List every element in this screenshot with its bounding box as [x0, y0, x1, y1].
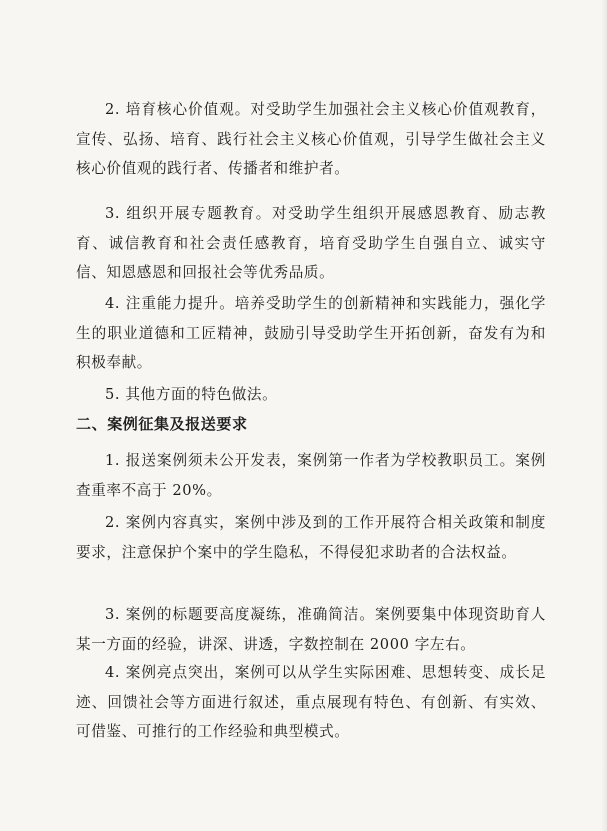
section-heading: 二、案例征集及报送要求 — [76, 415, 248, 433]
requirement-unpublished: 1. 报送案例须未公开发表，案例第一作者为学校教职员工。案例查重率不高于 20%。 — [76, 452, 546, 499]
requirement-authentic-content: 2. 案例内容真实，案例中涉及到的工作开展符合相关政策和制度要求，注意保护个案中的学生隐私，不得侵犯求助者的合法权益。 — [76, 514, 546, 561]
paragraph-core-values: 2. 培育核心价值观。对受助学生加强社会主义核心价值观教育，宣传、弘扬、培育、践行社会主义核心价值观，引导学生做社会主义核心价值观的践行者、传播者和维护者。 — [76, 101, 546, 177]
requirement-highlights: 4. 案例亮点突出，案例可以从学生实际困难、思想转变、成长足迹、回馈社会等方面进行叙述，重点展现有特色、有创新、有实效、可借鉴、可推行的工作经验和典型模式。 — [76, 664, 546, 740]
paragraph-thematic-education: 3. 组织开展专题教育。对受助学生组织开展感恩教育、励志教育、诚信教育和社会责任感教育，培育受助学生自强自立、诚实守信、知恩感恩和回报社会等优秀品质。 — [76, 205, 546, 281]
paragraph-other-practices: 5. 其他方面的特色做法。 — [105, 386, 278, 403]
requirement-title-concise: 3. 案例的标题要高度凝练，准确简洁。案例要集中体现资助育人某一方面的经验，讲深、讲透，字数控制在 2000 字左右。 — [76, 606, 546, 653]
paragraph-ability-improvement: 4. 注重能力提升。培养受助学生的创新精神和实践能力，强化学生的职业道德和工匠精神，鼓励引导受助学生开拓创新，奋发有为和积极奉献。 — [76, 295, 546, 371]
scan-edge-shadow — [601, 0, 607, 831]
